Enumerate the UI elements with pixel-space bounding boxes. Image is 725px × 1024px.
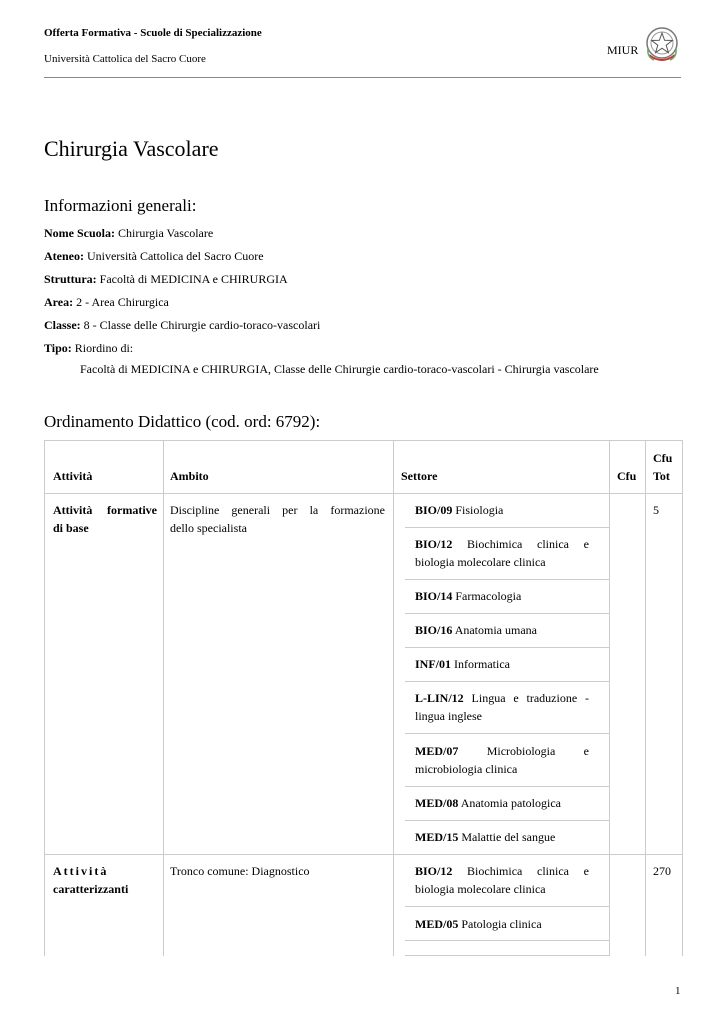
settore-cell [415,794,589,812]
settore-cell [415,621,589,639]
info-value: Riordino di: [74,341,134,355]
settore-code: BIO/14 [415,589,453,603]
column-header-cfu-tot-2: Tot [653,469,670,483]
settore-desc: Microbiologia e [486,744,590,758]
attivita-label [53,501,157,537]
settore-desc: Anatomia patologica [460,796,561,810]
settore-code: INF/01 [415,657,451,671]
row-divider [405,579,609,580]
settore-desc-line2: microbiologia clinica [415,762,518,776]
settore-desc: Patologia clinica [461,917,542,931]
settore-cell [415,655,589,673]
row-divider [405,613,609,614]
attivita-line: caratterizzanti [53,882,129,896]
settore-code: MED/07 [415,744,459,758]
info-label: Ateneo: [44,249,84,263]
cfu-tot-value: 5 [653,503,659,517]
settore-code: MED/05 [415,917,459,931]
row-divider [45,854,682,855]
column-divider [393,441,394,956]
header-title: Offerta Formativa - Scuole di Specializzazione [44,27,262,39]
info-label: Classe: [44,318,81,332]
header-divider [44,77,681,78]
info-nome-scuola [44,226,213,241]
info-label: Area: [44,295,74,309]
info-ateneo [44,249,264,264]
column-header-cfu: Cfu [617,469,637,483]
column-divider [609,441,610,956]
attivita-line: Attività [53,864,109,878]
row-divider [405,940,609,941]
settore-cell [415,535,589,571]
settore-desc: Biochimica clinica e [467,864,590,878]
attivita-line: di base [53,521,89,535]
info-value: 8 - Classe delle Chirurgie cardio-toraco-vascolari [83,318,321,332]
row-divider [405,647,609,648]
settore-desc-line2: biologia molecolare clinica [415,555,546,569]
settore-desc: Informatica [454,657,510,671]
settore-desc: Anatomia umana [454,623,537,637]
page-title: Chirurgia Vascolare [44,136,219,161]
info-tipo [44,341,133,356]
ambito-line: Tronco comune: Diagnostico [170,864,310,878]
settore-cell [415,862,589,898]
ambito-label [170,862,385,880]
settore-code: BIO/12 [415,537,453,551]
settore-desc: Farmacologia [455,589,522,603]
row-divider [45,493,682,494]
column-header-ambito: Ambito [170,469,209,483]
settore-code: MED/08 [415,796,459,810]
info-value: Chirurgia Vascolare [118,226,214,240]
ambito-line: Discipline generali per la formazione [170,503,385,517]
ambito-label [170,501,385,537]
settore-code: BIO/09 [415,503,453,517]
settore-line [415,742,589,760]
info-area [44,295,169,310]
column-divider [645,441,646,956]
row-divider [405,955,609,956]
column-header-settore: Settore [401,469,438,483]
row-divider [405,733,609,734]
settore-desc: Lingua e traduzione - [471,691,589,705]
info-label: Struttura: [44,272,97,286]
info-value: Università Cattolica del Sacro Cuore [86,249,264,263]
settore-line [415,535,589,553]
info-label: Tipo: [44,341,72,355]
settore-code: L-LIN/12 [415,691,464,705]
settore-cell [415,689,589,725]
info-value: Facoltà di MEDICINA e CHIRURGIA [99,272,288,286]
settore-line [415,689,589,707]
row-divider [405,906,609,907]
header-university: Università Cattolica del Sacro Cuore [44,53,206,65]
settore-cell [415,501,589,519]
info-tipo-detail: Facoltà di MEDICINA e CHIRURGIA, Classe delle Chirurgie cardio-toraco-vascolari - Chirurgia vascolare [80,362,599,376]
settore-desc-line2: lingua inglese [415,709,482,723]
row-divider [405,527,609,528]
column-header-attivita: Attività [53,469,93,483]
info-value: 2 - Area Chirurgica [76,295,169,309]
settore-cell [415,587,589,605]
italian-republic-emblem-icon [644,25,680,65]
info-label: Nome Scuola: [44,226,115,240]
settore-code: BIO/16 [415,623,453,637]
miur-label: MIUR [607,43,639,57]
settore-code: MED/15 [415,830,459,844]
settore-cell [415,828,589,846]
column-divider [163,441,164,956]
row-divider [405,681,609,682]
general-info-heading: Informazioni generali: [44,196,197,215]
info-classe [44,318,320,333]
ambito-line: dello specialista [170,521,247,535]
settore-line [415,862,589,880]
ordinamento-heading: Ordinamento Didattico (cod. ord: 6792): [44,412,321,431]
row-divider [405,820,609,821]
page-number: 1 [675,985,681,997]
info-struttura [44,272,288,287]
ordinamento-table [44,440,683,956]
settore-cell [415,742,589,778]
settore-desc: Biochimica clinica e [467,537,590,551]
attivita-line: Attività formative [53,503,157,517]
settore-cell [415,915,589,933]
attivita-label [53,862,157,898]
cfu-tot-value: 270 [653,864,671,878]
settore-desc: Malattie del sangue [461,830,556,844]
row-divider [405,786,609,787]
settore-code: BIO/12 [415,864,453,878]
settore-desc: Fisiologia [455,503,504,517]
column-header-cfu-tot-1: Cfu [653,451,673,465]
settore-desc-line2: biologia molecolare clinica [415,882,546,896]
